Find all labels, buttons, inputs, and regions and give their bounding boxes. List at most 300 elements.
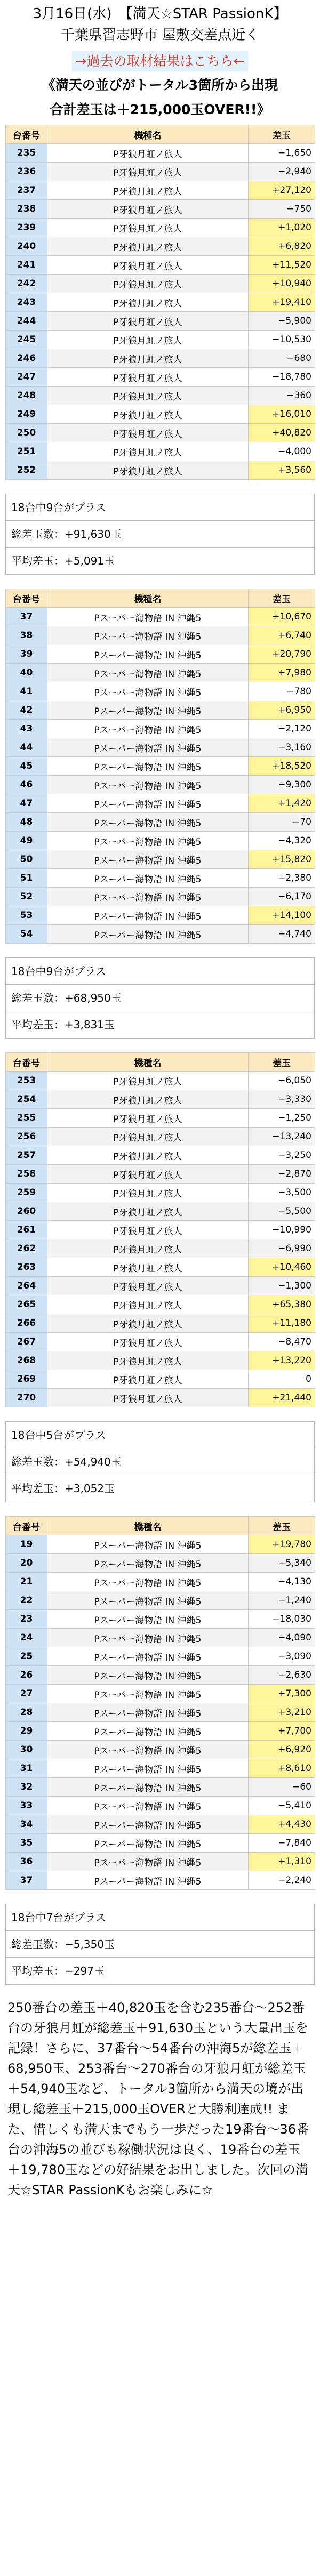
table-row	[6, 1109, 315, 1128]
average-difference: 平均差玉：+3,052玉	[11, 1482, 115, 1495]
table-row	[6, 1666, 315, 1685]
ball-difference: +7,980	[249, 664, 315, 682]
machine-number: 29	[6, 1722, 47, 1741]
table-row	[6, 1722, 315, 1741]
ball-difference: −5,500	[249, 1202, 315, 1221]
machine-model: P牙狼月虹ノ旅人	[47, 1221, 249, 1239]
table-row	[6, 1314, 315, 1333]
machine-number: 261	[6, 1221, 47, 1239]
plus-count: 18台中7台がプラス	[6, 1904, 314, 1931]
table-row	[6, 1778, 315, 1797]
ball-difference: +6,740	[249, 626, 315, 645]
machine-number: 44	[6, 738, 47, 757]
table-row	[6, 424, 315, 442]
total-difference: 総差玉数：+54,940玉	[6, 1448, 314, 1475]
machine-model: Pスーパー海物語 IN 沖縄5	[47, 1554, 249, 1573]
machine-model: Pスーパー海物語 IN 沖縄5	[47, 1703, 249, 1722]
machine-number: 25	[6, 1647, 47, 1666]
machine-model: P牙狼月虹ノ旅人	[47, 1239, 249, 1258]
table-header-row	[6, 1053, 315, 1072]
table-row	[6, 925, 315, 944]
machine-model: Pスーパー海物語 IN 沖縄5	[47, 701, 249, 720]
table-row	[6, 1871, 315, 1890]
table-row	[6, 1741, 315, 1759]
ball-difference: −5,340	[249, 1554, 315, 1573]
machine-model: P牙狼月虹ノ旅人	[47, 200, 249, 219]
table-row	[6, 1573, 315, 1591]
table-row	[6, 442, 315, 461]
result-table	[5, 125, 315, 480]
ball-difference: +19,780	[249, 1535, 315, 1554]
machine-number: 240	[6, 237, 47, 256]
ball-difference: +14,100	[249, 906, 315, 925]
machine-number: 43	[6, 720, 47, 738]
machine-number: 20	[6, 1554, 47, 1573]
ball-difference: +40,820	[249, 424, 315, 442]
result-table	[5, 1052, 315, 1407]
table-row	[6, 1165, 315, 1184]
machine-model: Pスーパー海物語 IN 沖縄5	[47, 626, 249, 645]
ball-difference: −1,650	[249, 144, 315, 163]
machine-number: 40	[6, 664, 47, 682]
average-difference: 平均差玉：+3,831玉	[11, 1018, 115, 1031]
machine-model: Pスーパー海物語 IN 沖縄5	[47, 794, 249, 813]
machine-model: Pスーパー海物語 IN 沖縄5	[47, 682, 249, 701]
machine-model: Pスーパー海物語 IN 沖縄5	[47, 608, 249, 626]
table-row	[6, 1239, 315, 1258]
machine-number: 254	[6, 1090, 47, 1109]
machine-number: 27	[6, 1685, 47, 1703]
page-subtitle: 千葉県習志野市 屋敷交差点近く	[60, 27, 260, 43]
ball-difference: +8,610	[249, 1759, 315, 1778]
machine-number: 19	[6, 1535, 47, 1554]
machine-number: 30	[6, 1741, 47, 1759]
table-row	[6, 1797, 315, 1815]
ball-difference: −7,840	[249, 1834, 315, 1853]
ball-difference: −18,780	[249, 368, 315, 387]
machine-model: Pスーパー海物語 IN 沖縄5	[47, 906, 249, 925]
machine-number: 248	[6, 387, 47, 405]
table-row	[6, 757, 315, 776]
table-row	[6, 256, 315, 275]
table-row	[6, 181, 315, 200]
machine-model: Pスーパー海物語 IN 沖縄5	[47, 1778, 249, 1797]
table-row	[6, 1146, 315, 1165]
machine-model: P牙狼月虹ノ旅人	[47, 1370, 249, 1389]
ball-difference: −2,380	[249, 869, 315, 888]
ball-difference: −780	[249, 682, 315, 701]
table-header-row	[6, 1517, 315, 1535]
ball-difference: −2,120	[249, 720, 315, 738]
machine-number: 45	[6, 757, 47, 776]
table-row	[6, 1703, 315, 1722]
ball-difference: −3,090	[249, 1647, 315, 1666]
machine-number: 41	[6, 682, 47, 701]
machine-number: 39	[6, 645, 47, 664]
machine-model: P牙狼月虹ノ旅人	[47, 405, 249, 424]
table-row	[6, 738, 315, 757]
machine-model: Pスーパー海物語 IN 沖縄5	[47, 645, 249, 664]
machine-model: P牙狼月虹ノ旅人	[47, 1184, 249, 1202]
machine-number: 238	[6, 200, 47, 219]
table-row	[6, 888, 315, 906]
machine-model: Pスーパー海物語 IN 沖縄5	[47, 1685, 249, 1703]
ball-difference: +6,820	[249, 237, 315, 256]
plus-count: 18台中5台がプラス	[6, 1422, 314, 1448]
page-title: 3月16日(水) 【満天☆STAR PassionK】	[33, 6, 287, 22]
column-header-diff: 差玉	[249, 1517, 315, 1535]
machine-number: 42	[6, 701, 47, 720]
machine-model: Pスーパー海物語 IN 沖縄5	[47, 720, 249, 738]
machine-model: P牙狼月虹ノ旅人	[47, 1146, 249, 1165]
ball-difference: −3,160	[249, 738, 315, 757]
ball-difference: −13,240	[249, 1128, 315, 1146]
table-row	[6, 1221, 315, 1239]
machine-model: P牙狼月虹ノ旅人	[47, 1202, 249, 1221]
machine-model: P牙狼月虹ノ旅人	[47, 219, 249, 237]
machine-model: Pスーパー海物語 IN 沖縄5	[47, 1815, 249, 1834]
table-row	[6, 906, 315, 925]
ball-difference: +20,790	[249, 645, 315, 664]
table-row	[6, 312, 315, 331]
machine-number: 28	[6, 1703, 47, 1722]
ball-difference: −6,990	[249, 1239, 315, 1258]
ball-difference: −4,090	[249, 1629, 315, 1647]
ball-difference: −3,330	[249, 1090, 315, 1109]
ball-difference: +10,670	[249, 608, 315, 626]
machine-number: 47	[6, 794, 47, 813]
machine-number: 268	[6, 1351, 47, 1370]
plus-count: 18台中9台がプラス	[6, 958, 314, 985]
ball-difference: −750	[249, 200, 315, 219]
table-header-row	[6, 589, 315, 608]
machine-model: P牙狼月虹ノ旅人	[47, 1389, 249, 1407]
ball-difference: +65,380	[249, 1295, 315, 1314]
machine-number: 244	[6, 312, 47, 331]
ball-difference: −1,240	[249, 1591, 315, 1610]
table-row	[6, 701, 315, 720]
machine-number: 237	[6, 181, 47, 200]
machine-model: P牙狼月虹ノ旅人	[47, 331, 249, 349]
machine-number: 37	[6, 608, 47, 626]
ball-difference: +19,410	[249, 293, 315, 312]
table-row	[6, 869, 315, 888]
ball-difference: +1,020	[249, 219, 315, 237]
result-table	[5, 1516, 315, 1890]
table-row	[6, 776, 315, 794]
ball-difference: −4,130	[249, 1573, 315, 1591]
article-body: 250番台の差玉＋40,820玉を含む235番台〜252番台の牙狼月虹が総差玉＋91,630玉という大量出玉を記録！さらに、37番台〜54番台の沖海5が総差玉＋68,950玉、253番台〜270番台の牙狼月虹が総差玉＋54,940玉など、トータル3箇所から満天の境が出現し総差玉＋215,000玉OVERと大勝利達成!! また、惜しくも満天までもう一歩だった19番台〜36番台の沖海5の並びも稼働状況は良く、19番台の差玉＋19,780玉などの好結果をお出しました。次回の満天☆STAR PassionKもお楽しみに☆	[7, 2000, 309, 2197]
column-header-model: 機種名	[47, 589, 249, 608]
machine-number: 241	[6, 256, 47, 275]
machine-model: P牙狼月虹ノ旅人	[47, 181, 249, 200]
ball-difference: +6,920	[249, 1741, 315, 1759]
machine-model: Pスーパー海物語 IN 沖縄5	[47, 757, 249, 776]
ball-difference: +11,520	[249, 256, 315, 275]
total-difference: 総差玉数：+91,630玉	[6, 521, 314, 548]
ball-difference: +16,010	[249, 405, 315, 424]
table-row	[6, 331, 315, 349]
average-difference: 平均差玉：−297玉	[11, 1965, 105, 1977]
summary-box	[5, 1421, 315, 1502]
table-header-row	[6, 125, 315, 144]
machine-model: P牙狼月虹ノ旅人	[47, 1072, 249, 1090]
machine-number: 236	[6, 163, 47, 181]
ball-difference: −10,530	[249, 331, 315, 349]
machine-model: Pスーパー海物語 IN 沖縄5	[47, 1629, 249, 1647]
machine-model: Pスーパー海物語 IN 沖縄5	[47, 1610, 249, 1629]
machine-model: P牙狼月虹ノ旅人	[47, 1295, 249, 1314]
ball-difference: −18,030	[249, 1610, 315, 1629]
column-header-model: 機種名	[47, 1053, 249, 1072]
machine-model: P牙狼月虹ノ旅人	[47, 424, 249, 442]
machine-number: 258	[6, 1165, 47, 1184]
machine-model: Pスーパー海物語 IN 沖縄5	[47, 1834, 249, 1853]
machine-number: 31	[6, 1759, 47, 1778]
table-row	[6, 1128, 315, 1146]
table-row	[6, 144, 315, 163]
machine-number: 37	[6, 1871, 47, 1890]
machine-model: Pスーパー海物語 IN 沖縄5	[47, 1573, 249, 1591]
machine-number: 235	[6, 144, 47, 163]
machine-model: P牙狼月虹ノ旅人	[47, 1128, 249, 1146]
machine-model: Pスーパー海物語 IN 沖縄5	[47, 1759, 249, 1778]
machine-number: 53	[6, 906, 47, 925]
result-sections	[5, 125, 315, 1985]
table-row	[6, 1370, 315, 1389]
table-row	[6, 1554, 315, 1573]
column-header-machine-no: 台番号	[6, 589, 47, 608]
machine-model: P牙狼月虹ノ旅人	[47, 237, 249, 256]
table-row	[6, 1072, 315, 1090]
machine-model: Pスーパー海物語 IN 沖縄5	[47, 925, 249, 944]
machine-number: 35	[6, 1834, 47, 1853]
table-row	[6, 1759, 315, 1778]
headline-line-1: 《満天の並びがトータル3箇所から出現	[42, 77, 278, 93]
table-row	[6, 200, 315, 219]
ball-difference: +10,940	[249, 275, 315, 293]
machine-model: Pスーパー海物語 IN 沖縄5	[47, 1591, 249, 1610]
machine-model: P牙狼月虹ノ旅人	[47, 1277, 249, 1295]
ball-difference: −2,870	[249, 1165, 315, 1184]
result-table	[5, 589, 315, 944]
summary-box	[5, 957, 315, 1039]
ball-difference: −1,250	[249, 1109, 315, 1128]
machine-number: 24	[6, 1629, 47, 1647]
machine-model: Pスーパー海物語 IN 沖縄5	[47, 1535, 249, 1554]
machine-model: Pスーパー海物語 IN 沖縄5	[47, 1853, 249, 1871]
table-row	[6, 1834, 315, 1853]
machine-model: Pスーパー海物語 IN 沖縄5	[47, 1797, 249, 1815]
table-row	[6, 1295, 315, 1314]
table-row	[6, 1685, 315, 1703]
machine-model: Pスーパー海物語 IN 沖縄5	[47, 1666, 249, 1685]
ball-difference: +1,310	[249, 1853, 315, 1871]
machine-model: P牙狼月虹ノ旅人	[47, 144, 249, 163]
machine-model: Pスーパー海物語 IN 沖縄5	[47, 1647, 249, 1666]
ball-difference: +11,180	[249, 1314, 315, 1333]
ball-difference: −2,240	[249, 1871, 315, 1890]
table-row	[6, 1258, 315, 1277]
machine-model: P牙狼月虹ノ旅人	[47, 1165, 249, 1184]
machine-number: 49	[6, 832, 47, 850]
ball-difference: −70	[249, 813, 315, 832]
table-row	[6, 1389, 315, 1407]
machine-number: 263	[6, 1258, 47, 1277]
machine-model: P牙狼月虹ノ旅人	[47, 1351, 249, 1370]
machine-model: P牙狼月虹ノ旅人	[47, 163, 249, 181]
machine-number: 32	[6, 1778, 47, 1797]
total-difference: 総差玉数：+68,950玉	[6, 985, 314, 1011]
machine-number: 249	[6, 405, 47, 424]
machine-model: P牙狼月虹ノ旅人	[47, 293, 249, 312]
summary-box	[5, 494, 315, 575]
machine-number: 23	[6, 1610, 47, 1629]
table-row	[6, 682, 315, 701]
table-row	[6, 1277, 315, 1295]
machine-number: 242	[6, 275, 47, 293]
table-row	[6, 219, 315, 237]
machine-number: 51	[6, 869, 47, 888]
ball-difference: −4,320	[249, 832, 315, 850]
machine-number: 245	[6, 331, 47, 349]
table-row	[6, 349, 315, 368]
machine-number: 266	[6, 1314, 47, 1333]
table-row	[6, 664, 315, 682]
column-header-diff: 差玉	[249, 1053, 315, 1072]
ball-difference: +10,460	[249, 1258, 315, 1277]
ball-difference: −6,170	[249, 888, 315, 906]
machine-number: 255	[6, 1109, 47, 1128]
machine-number: 46	[6, 776, 47, 794]
headline-line-2: 合計差玉は＋215,000玉OVER!!》	[50, 102, 270, 117]
table-row	[6, 1202, 315, 1221]
ball-difference: −5,410	[249, 1797, 315, 1815]
ball-difference: +7,700	[249, 1722, 315, 1741]
machine-number: 34	[6, 1815, 47, 1834]
column-header-machine-no: 台番号	[6, 125, 47, 144]
machine-number: 26	[6, 1666, 47, 1685]
machine-model: Pスーパー海物語 IN 沖縄5	[47, 776, 249, 794]
column-header-diff: 差玉	[249, 125, 315, 144]
machine-number: 243	[6, 293, 47, 312]
table-row	[6, 237, 315, 256]
ball-difference: +21,440	[249, 1389, 315, 1407]
machine-model: Pスーパー海物語 IN 沖縄5	[47, 813, 249, 832]
column-header-machine-no: 台番号	[6, 1053, 47, 1072]
total-difference: 総差玉数：−5,350玉	[6, 1931, 314, 1958]
ball-difference: −1,300	[249, 1277, 315, 1295]
machine-model: Pスーパー海物語 IN 沖縄5	[47, 888, 249, 906]
machine-model: Pスーパー海物語 IN 沖縄5	[47, 832, 249, 850]
table-row	[6, 794, 315, 813]
table-row	[6, 368, 315, 387]
table-row	[6, 1535, 315, 1554]
column-header-diff: 差玉	[249, 589, 315, 608]
ball-difference: −9,300	[249, 776, 315, 794]
machine-model: P牙狼月虹ノ旅人	[47, 256, 249, 275]
machine-number: 48	[6, 813, 47, 832]
machine-model: Pスーパー海物語 IN 沖縄5	[47, 1722, 249, 1741]
machine-number: 52	[6, 888, 47, 906]
machine-model: P牙狼月虹ノ旅人	[47, 387, 249, 405]
ball-difference: −4,740	[249, 925, 315, 944]
machine-number: 36	[6, 1853, 47, 1871]
machine-model: P牙狼月虹ノ旅人	[47, 275, 249, 293]
ball-difference: +4,430	[249, 1815, 315, 1834]
machine-number: 269	[6, 1370, 47, 1389]
machine-number: 21	[6, 1573, 47, 1591]
ball-difference: −6,050	[249, 1072, 315, 1090]
machine-number: 54	[6, 925, 47, 944]
past-results-link[interactable]: →過去の取材結果はこちら←	[72, 51, 248, 71]
machine-model: Pスーパー海物語 IN 沖縄5	[47, 1741, 249, 1759]
machine-model: P牙狼月虹ノ旅人	[47, 1314, 249, 1333]
machine-number: 264	[6, 1277, 47, 1295]
ball-difference: −680	[249, 349, 315, 368]
table-row	[6, 1853, 315, 1871]
ball-difference: −8,470	[249, 1333, 315, 1351]
table-row	[6, 275, 315, 293]
machine-number: 256	[6, 1128, 47, 1146]
machine-model: Pスーパー海物語 IN 沖縄5	[47, 869, 249, 888]
machine-model: P牙狼月虹ノ旅人	[47, 1333, 249, 1351]
machine-model: P牙狼月虹ノ旅人	[47, 461, 249, 480]
table-row	[6, 387, 315, 405]
table-row	[6, 1333, 315, 1351]
machine-number: 33	[6, 1797, 47, 1815]
machine-number: 246	[6, 349, 47, 368]
ball-difference: +1,420	[249, 794, 315, 813]
table-row	[6, 813, 315, 832]
machine-number: 253	[6, 1072, 47, 1090]
table-row	[6, 1351, 315, 1370]
machine-model: Pスーパー海物語 IN 沖縄5	[47, 1871, 249, 1890]
table-row	[6, 1647, 315, 1666]
ball-difference: −5,900	[249, 312, 315, 331]
column-header-model: 機種名	[47, 125, 249, 144]
machine-number: 260	[6, 1202, 47, 1221]
column-header-machine-no: 台番号	[6, 1517, 47, 1535]
ball-difference: −2,630	[249, 1666, 315, 1685]
ball-difference: −4,000	[249, 442, 315, 461]
machine-number: 38	[6, 626, 47, 645]
ball-difference: +15,820	[249, 850, 315, 869]
ball-difference: +6,950	[249, 701, 315, 720]
ball-difference: −2,940	[249, 163, 315, 181]
machine-number: 251	[6, 442, 47, 461]
machine-model: P牙狼月虹ノ旅人	[47, 349, 249, 368]
average-difference: 平均差玉：+5,091玉	[11, 554, 115, 567]
table-row	[6, 1184, 315, 1202]
machine-number: 270	[6, 1389, 47, 1407]
machine-model: P牙狼月虹ノ旅人	[47, 1258, 249, 1277]
ball-difference: −10,990	[249, 1221, 315, 1239]
ball-difference: −3,250	[249, 1146, 315, 1165]
machine-number: 247	[6, 368, 47, 387]
machine-number: 22	[6, 1591, 47, 1610]
summary-box	[5, 1904, 315, 1985]
machine-number: 250	[6, 424, 47, 442]
machine-model: P牙狼月虹ノ旅人	[47, 1090, 249, 1109]
table-row	[6, 163, 315, 181]
ball-difference: +7,300	[249, 1685, 315, 1703]
ball-difference: 0	[249, 1370, 315, 1389]
machine-model: Pスーパー海物語 IN 沖縄5	[47, 850, 249, 869]
ball-difference: +3,560	[249, 461, 315, 480]
machine-model: P牙狼月虹ノ旅人	[47, 368, 249, 387]
table-row	[6, 1815, 315, 1834]
